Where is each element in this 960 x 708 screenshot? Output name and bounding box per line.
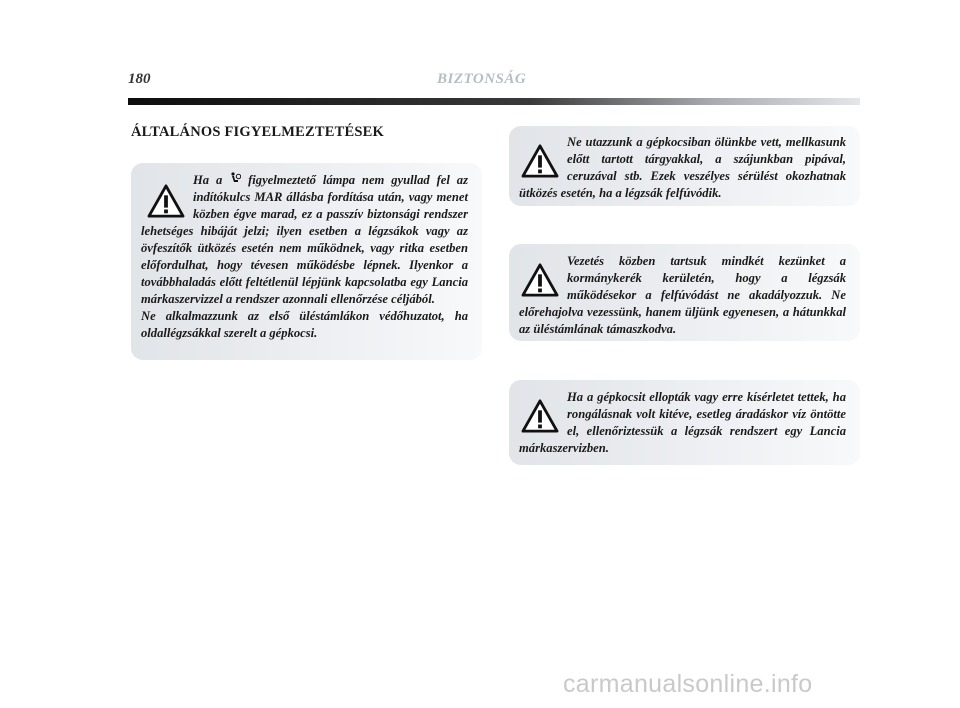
watermark: carmanualsonline.info — [563, 670, 813, 698]
warning-triangle-icon — [521, 263, 559, 297]
warning-triangle-icon — [521, 144, 559, 178]
airbag-warning-light-icon — [229, 172, 241, 185]
page-number: 180 — [128, 71, 151, 87]
warning-box-airbag-light — [131, 163, 482, 360]
warning-text: Vezetés közben tartsuk mindkét kezünket a kormánykerék kerületén, hogy a légzsák működésekor a felfúvódást ne akadályozzuk. Ne előrehajolva vezessünk, hanem üljünk egyenesen, a hátunkkal az üléstámlának támaszkodva. — [519, 254, 846, 336]
warning-box-objects — [509, 126, 860, 206]
section-title: BIZTONSÁG — [437, 71, 527, 87]
warning-text: Ne utazzunk a gépkocsiban ölünkbe vett, mellkasunk előtt tartott tárgyakkal, a szájunkban pipával, ceruzával stb. Ezek veszélyes sérülést okozhatnak ütközés esetén, ha a légzsák felfúvódik. — [519, 135, 846, 200]
warning-text: Ha a gépkocsit ellopták vagy erre kísérletet tettek, ha rongálásnak volt kitéve, esetleg áradáskor víz öntötte el, ellenőriztessük a légzsák rendszert egy Lancia márkaszervizben. — [519, 390, 846, 455]
page-heading: ÁLTALÁNOS FIGYELMEZTETÉSEK — [131, 124, 384, 140]
warning-box-theft-damage — [509, 380, 860, 465]
warning-triangle-icon — [521, 399, 559, 433]
warning-box-driving-position — [509, 244, 860, 341]
header-rule — [128, 98, 860, 105]
warning-text: Ha a figyelmeztető lámpa nem gyullad fel az indítókulcs MAR állásba fordítása után, vagy menet közben égve marad, ez a passzív biztonsági rendszer lehetséges hibáját jelzi; ilyen esetben a légzsákok vagy az övfeszítők ütközés esetén nem működnek, vagy ritka esetben előfordulhat, hogy tévesen működésbe lépnek. Ilyenkor a továbbhaladás előtt feltétlenül lépjünk kapcsolatba egy Lancia márkaszervizzel a rendszer azonnali ellenőrzése céljából. — [141, 173, 468, 306]
warning-triangle-icon — [147, 184, 185, 218]
warning-text-second: Ne alkalmazzunk az első üléstámlákon védőhuzatot, ha oldallégzsákkal szerelt a gépkocsi. — [141, 309, 468, 340]
